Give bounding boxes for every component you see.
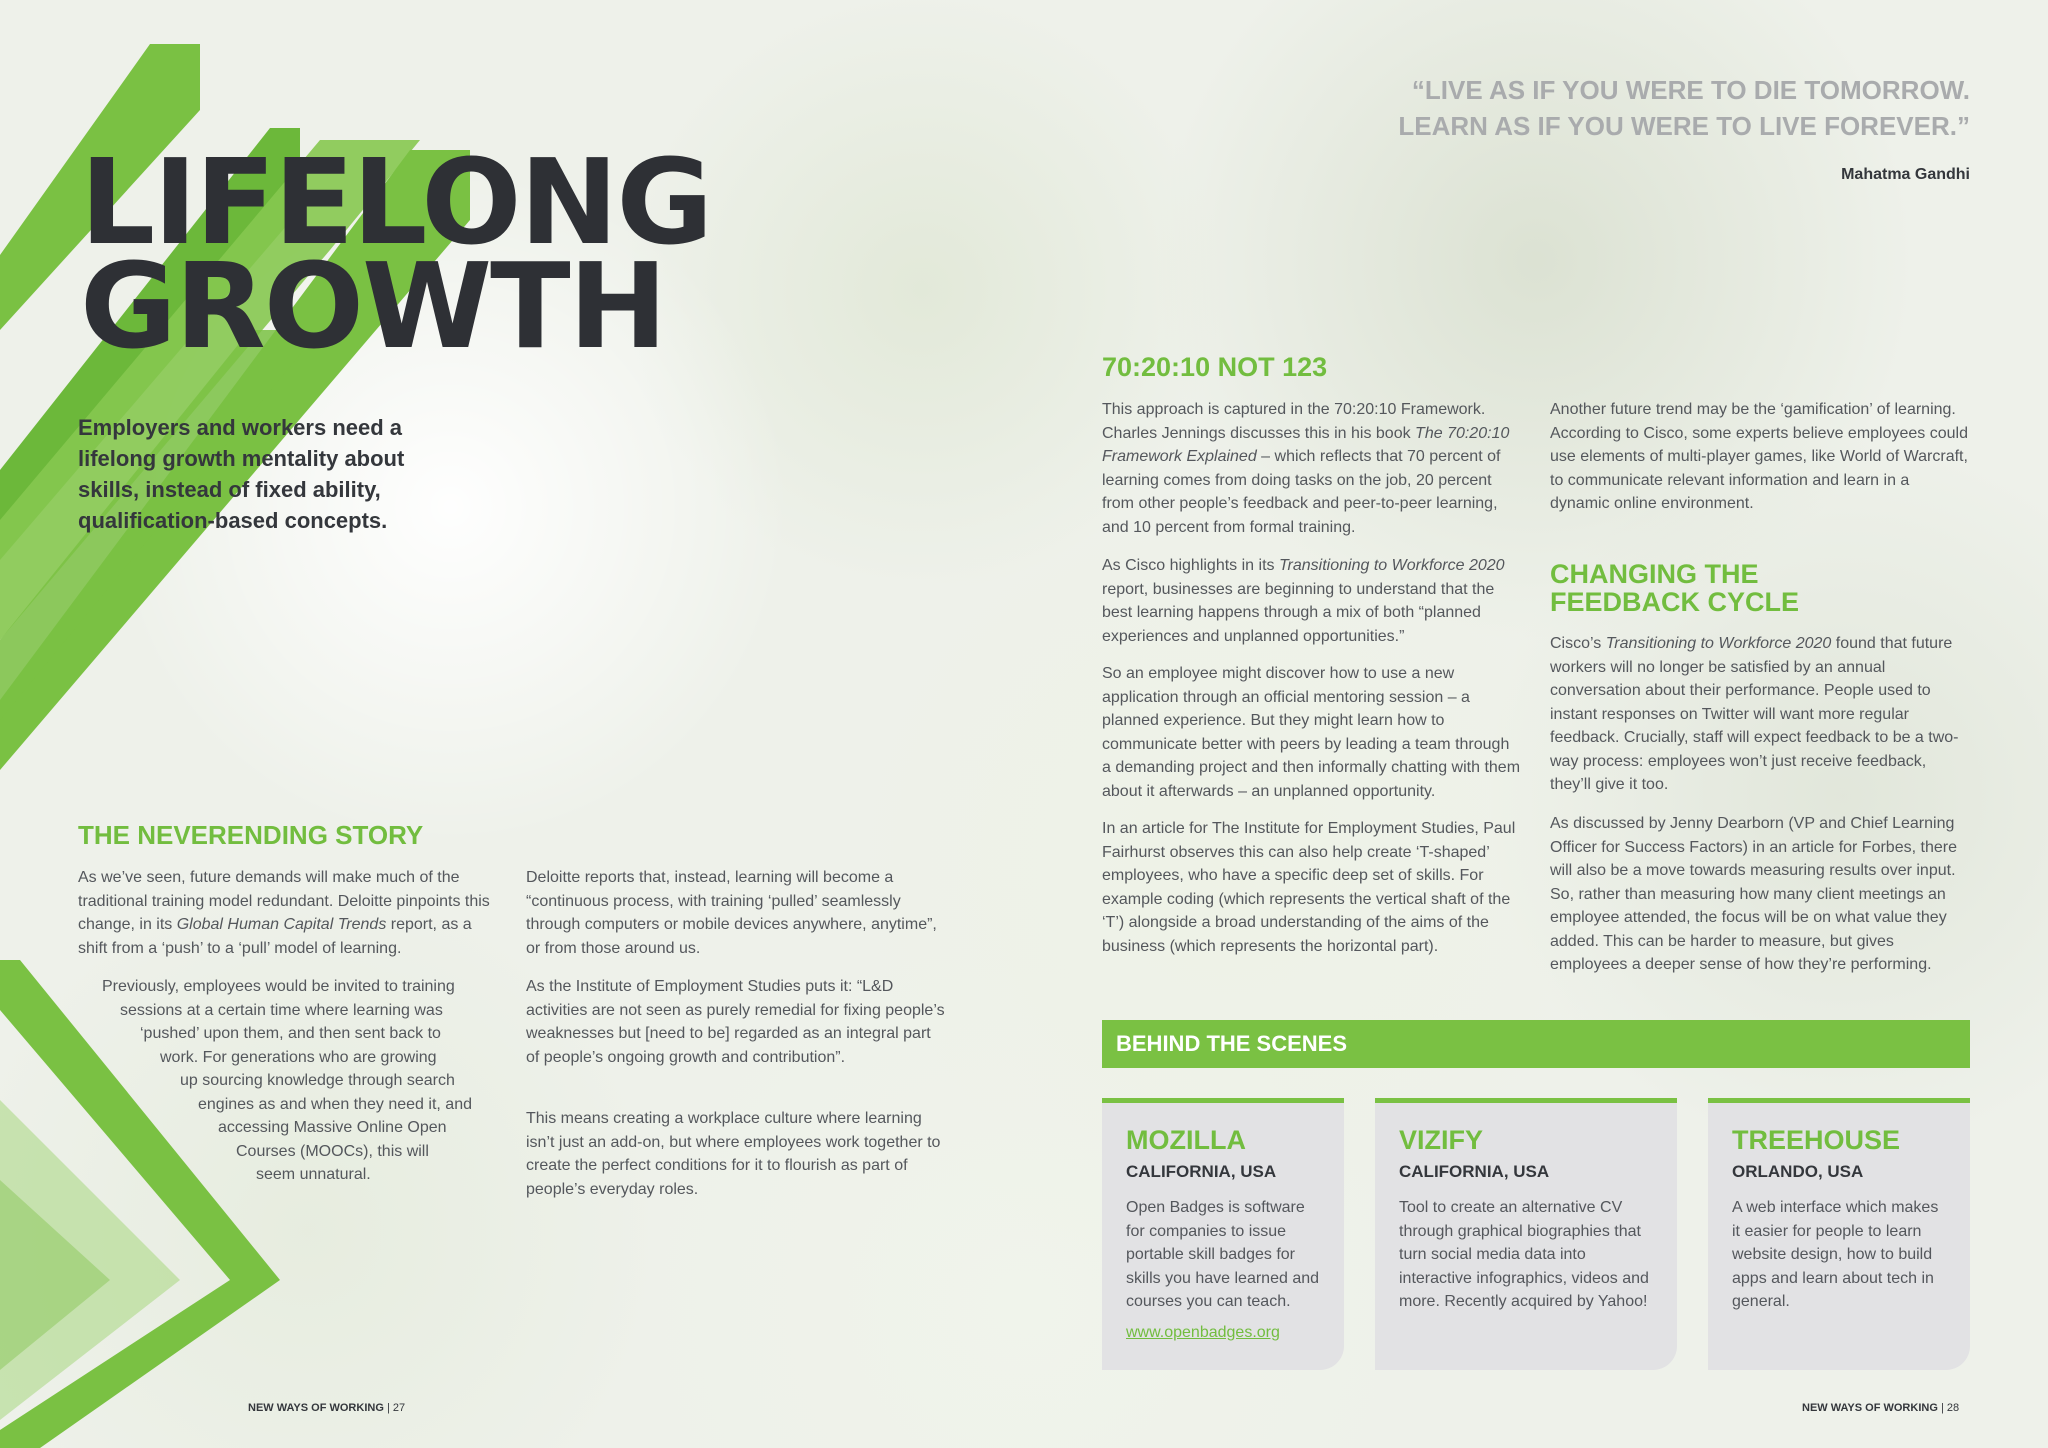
s1-paragraph-2 (1102, 554, 1520, 648)
italic-title-run: The 70:20:10 Framework Explained (1102, 424, 1510, 465)
italic-title-run: Transitioning to Workforce 2020 (1605, 635, 1832, 652)
card-name: TREEHOUSE (1732, 1125, 1901, 1155)
card-treehouse (1708, 1098, 1970, 1370)
footer-left (248, 1402, 405, 1414)
text-run: report, as a shift from a ‘push’ to a ‘pull’ model of learning. (78, 916, 472, 957)
neverending-col2-p1: Deloitte reports that, instead, learning will become a “continuous process, with training ‘pulled’ seamlessly through computers or mobile devices anywhere, anytime”, or from those around us. (526, 869, 937, 957)
text-run: As we’ve seen, future demands will make much of the traditional training model redundant. Deloitte pinpoints this change, in its (78, 869, 490, 933)
card-name: VIZIFY (1399, 1125, 1484, 1155)
text-line: Previously, employees would be invited to training (102, 978, 455, 995)
text-line: accessing Massive Online Open (218, 1119, 447, 1136)
section-70-20-10-heading: 70:20:10 NOT 123 (1102, 352, 1328, 382)
text-line: engines as and when they need it, and (198, 1095, 472, 1113)
card-location: ORLANDO, USA (1732, 1162, 1864, 1181)
footer-label: NEW WAYS OF WORKING (248, 1402, 384, 1414)
card-description: Open Badges is software for companies to issue portable skill badges for skills you have learned and courses you can teach. (1126, 1199, 1320, 1310)
text-run: report, businesses are beginning to understand that the best learning happens through a mix of both “planned experiences and unplanned opportunities.” (1102, 580, 1495, 645)
behind-the-scenes-band (1102, 1020, 1970, 1068)
heading-line-2: FEEDBACK CYCLE (1550, 587, 1800, 617)
italic-title-run: Transitioning to Workforce 2020 (1278, 557, 1505, 574)
heading-line-1: CHANGING THE (1550, 559, 1759, 589)
text-line: seem unnatural. (256, 1166, 371, 1183)
green-stripes-decoration (0, 0, 700, 780)
card-description: Tool to create an alternative CV through graphical biographies that turn social media data into interactive infographics, videos and more. Recently acquired by Yahoo! (1399, 1199, 1649, 1310)
card-vizify (1375, 1098, 1677, 1370)
text-run: – which reflects that 70 percent of learning comes from doing tasks on the job, 20 percent from other people’s feedback and peer-to-peer learning, and 10 percent from formal training. (1102, 448, 1501, 536)
neverending-col1-p1 (78, 866, 500, 960)
card-description: A web interface which makes it easier for people to learn website design, how to build apps and learn about tech in general. (1732, 1199, 1939, 1310)
s1-paragraph-1 (1102, 398, 1520, 539)
card-mozilla (1102, 1098, 1344, 1370)
intro-text: Employers and workers need a lifelong growth mentality about skills, instead of fixed ability, qualification-based concepts. (78, 415, 405, 533)
openbadges-link[interactable]: www.openbadges.org (1126, 1323, 1280, 1341)
italic-title-run: Global Human Capital Trends (176, 916, 387, 933)
text-run: As Cisco highlights in its (1102, 557, 1279, 574)
text-line: up sourcing knowledge through search (180, 1072, 455, 1089)
text-run: Cisco’s (1550, 635, 1606, 652)
title-line-2: GROWTH (80, 237, 666, 375)
gandhi-quote: “LIVE AS IF YOU WERE TO DIE TOMORROW. LEARN AS IF YOU WERE TO LIVE FOREVER.” (1398, 75, 1970, 141)
page-number: | 28 (1940, 1402, 1960, 1414)
footer-label: NEW WAYS OF WORKING (1802, 1402, 1938, 1414)
s2-paragraph-2: As discussed by Jenny Dearborn (VP and Chief Learning Officer for Success Factors) in an article for Forbes, there will also be a move towards measuring results over input. So, rather than measuring how many client meetings an employee attended, the focus will be on what value they added. This can be harder to measure, but gives employees a deeper sense of how they’re performing. (1550, 815, 1957, 973)
page-number: | 27 (386, 1402, 406, 1414)
s2-paragraph-1 (1550, 632, 1968, 797)
s1-paragraph-5: Another future trend may be the ‘gamification’ of learning. According to Cisco, some experts believe employees could use elements of multi-player games, like World of Warcraft, to communicate relevant information and learn in a dynamic online environment. (1550, 401, 1968, 512)
text-line: Courses (MOOCs), this will (236, 1142, 429, 1160)
text-line: sessions at a certain time where learning was (120, 1001, 443, 1019)
card-name: MOZILLA (1126, 1125, 1246, 1155)
neverending-col1-p2 (78, 975, 498, 1187)
quote-author: Mahatma Gandhi (1841, 166, 1970, 183)
footer-right (1802, 1402, 1959, 1414)
neverending-story-heading: THE NEVERENDING STORY (78, 820, 424, 850)
band-heading: BEHIND THE SCENES (1116, 1031, 1348, 1056)
neverending-col2-p3: This means creating a workplace culture where learning isn’t just an add-on, but where employees work together to create the perfect conditions for it to flourish as part of people’s everyday roles. (526, 1110, 941, 1198)
page-title (80, 133, 712, 375)
s1-paragraph-3: So an employee might discover how to use a new application through an official mentoring session – a planned experience. But they might learn how to communicate better with peers by leading a team through a demanding project and then informally chatting with them about it afterwards – an unplanned opportunity. (1102, 665, 1521, 800)
s1-paragraph-4: In an article for The Institute for Employment Studies, Paul Fairhurst observes this can also help create ‘T-shaped’ employees, who have a specific deep set of skills. For example coding (which represents the vertical shaft of the ‘T’) alongside a broad understanding of the aims of the business (which represents the horizontal part). (1102, 820, 1516, 955)
feedback-cycle-heading (1550, 560, 1799, 616)
text-run: found that future workers will no longer be satisfied by an annual conversation about their performance. People used to instant responses on Twitter will want more regular feedback. Crucially, staff will expect feedback to be a two-way process: employees won’t just receive feedback, they’ll give it too. (1550, 635, 1959, 793)
card-location: CALIFORNIA, USA (1126, 1162, 1277, 1181)
neverending-col2-p2: As the Institute of Employment Studies puts it: “L&D activities are not seen as purely remedial for fixing people’s weaknesses but [need to be] regarded as an integral part of people’s ongoing growth and contribution”. (526, 978, 945, 1066)
text-line: ‘pushed’ upon them, and then sent back to (140, 1025, 441, 1042)
card-location: CALIFORNIA, USA (1399, 1162, 1550, 1181)
text-run: This approach is captured in the 70:20:10 Framework. Charles Jennings discusses this in his book (1102, 401, 1486, 442)
title-line-1: LIFELONG (80, 133, 712, 271)
text-line: work. For generations who are growing (160, 1048, 437, 1066)
